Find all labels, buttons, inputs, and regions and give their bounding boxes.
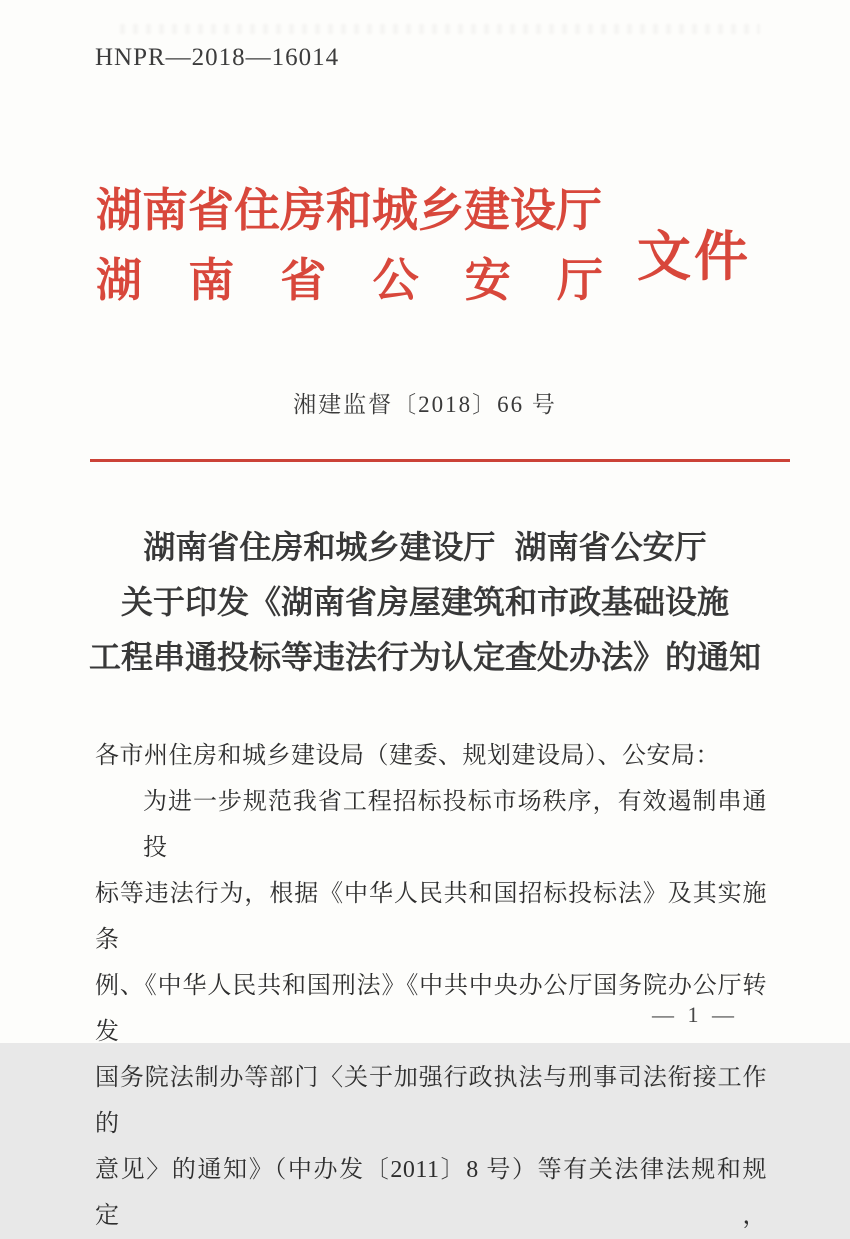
paragraph-line: 为进一步规范我省工程招标投标市场秩序，有效遏制串通投 — [143, 789, 767, 861]
paragraph-line: 国务院法制办等部门〈关于加强行政执法与刑事司法衔接工作的 — [95, 1065, 767, 1137]
scan-artifact — [120, 24, 760, 34]
paragraph-line: 意见〉的通知》（中办发〔2011〕8 号）等有关法律法规和规定， — [95, 1157, 767, 1229]
agency-line-1: 湖南省住房和城乡建设厅 — [96, 185, 602, 236]
document-title — [0, 520, 850, 685]
paragraph-line: 例、《中华人民共和国刑法》《中共中央办公厅国务院办公厅转发 — [95, 973, 767, 1045]
paragraph-line: 标等违法行为，根据《中华人民共和国招标投标法》及其实施条 — [95, 881, 767, 953]
doc-reference-number: HNPR—2018—16014 — [95, 44, 340, 71]
agency-names — [96, 176, 603, 316]
doc-type-label: 文件 — [637, 226, 751, 287]
doc-number: 湘建监督〔2018〕66 号 — [293, 392, 557, 417]
title-line-1: 湖南省住房和城乡建设厅 湖南省公安厅 — [143, 529, 707, 565]
red-divider-line — [90, 459, 790, 462]
letterhead — [96, 176, 751, 316]
title-line-3: 工程串通投标等违法行为认定查处办法》的通知 — [88, 639, 761, 675]
agency-line-2: 湖南省公安厅 — [96, 255, 603, 306]
title-line-2: 关于印发《湖南省房屋建筑和市政基础设施 — [120, 584, 729, 620]
document-body — [95, 733, 767, 1239]
page-number: — 1 — — [652, 1002, 738, 1027]
salutation-line: 各市州住房和城乡建设局（建委、规划建设局）、公安局： — [95, 743, 720, 769]
